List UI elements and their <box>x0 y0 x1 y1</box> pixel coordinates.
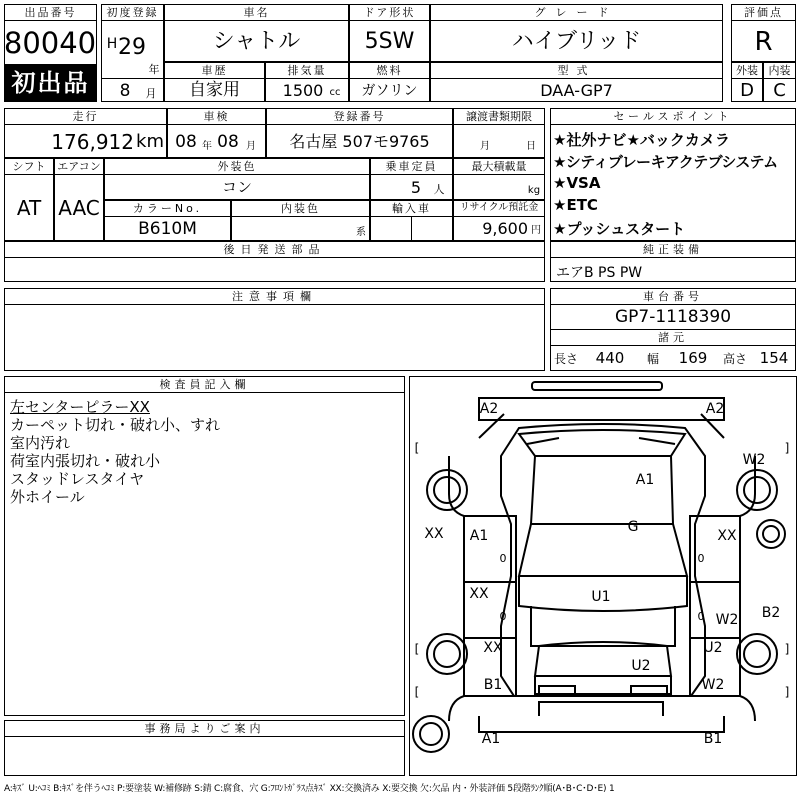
mark-rear-fender-left: B1 <box>483 677 503 693</box>
bracket-mark: ] <box>784 441 790 455</box>
score: R <box>754 27 773 57</box>
color-no: B610M <box>138 218 197 239</box>
sales-point-item: ★社外ナビ★バックカメラ <box>553 131 730 149</box>
mileage: 176,912 <box>51 130 134 154</box>
ext-color-label: 外装色 <box>217 159 257 173</box>
history-label: 車歴 <box>201 63 228 77</box>
transfer-month-unit: 月 <box>480 141 490 152</box>
mark-tailgate: U2 <box>631 658 651 674</box>
car-name-label: 車名 <box>243 5 270 19</box>
exterior-label: 外装 <box>736 63 758 77</box>
width-label: 幅 <box>646 352 659 366</box>
color-no-label: カラーNo. <box>132 201 203 215</box>
mark-front-door-left-panel: A1 <box>469 528 489 544</box>
mark-front-left: A2 <box>479 401 499 417</box>
sales-points-label: セールスポイント <box>613 109 733 123</box>
ac-label: エアコン <box>57 159 101 173</box>
door-type: 5SW <box>364 29 415 54</box>
bracket-mark: [ <box>414 685 420 699</box>
zero-mark: 0 <box>499 552 507 565</box>
displacement-label: 排気量 <box>287 63 327 77</box>
insp-month: 08 <box>217 131 239 152</box>
zero-mark: 0 <box>697 552 705 565</box>
max-load-unit: kg <box>527 185 541 196</box>
chassis-number: GP7-1118390 <box>614 306 732 327</box>
inspector-note: 荷室内張切れ・破れ小 <box>10 452 161 470</box>
reg-year: 29 <box>118 35 146 60</box>
length-value: 440 <box>595 348 625 367</box>
ac: AAC <box>58 196 100 220</box>
sales-point-item: ★プッシュスタート <box>553 220 686 238</box>
equipment-label: 純正装備 <box>643 242 703 256</box>
first-reg-label: 初度登録 <box>106 5 159 19</box>
mark-windshield: G <box>627 519 639 535</box>
mark-rear-fender-right: W2 <box>701 677 725 693</box>
transfer-day-unit: 日 <box>526 141 536 152</box>
year-unit: 年 <box>148 62 160 76</box>
capacity-unit: 人 <box>433 182 445 196</box>
shift: AT <box>16 196 42 220</box>
height-label: 高さ <box>722 352 747 366</box>
history: 自家用 <box>189 80 240 100</box>
grade-label: グレード <box>534 5 619 19</box>
bracket-mark: [ <box>414 441 420 455</box>
era: H <box>106 36 118 52</box>
max-load-label: 最大積載量 <box>471 159 527 173</box>
grade: ハイブリッド <box>511 29 642 54</box>
height-value: 154 <box>759 348 789 367</box>
lot-no: 80040 <box>3 25 97 60</box>
mark-rear-pillar-left: XX <box>483 640 503 656</box>
zero-mark: 0 <box>697 610 705 623</box>
interior-label: 内装 <box>768 63 791 77</box>
office-label: 事務局よりご案内 <box>144 721 265 735</box>
length-label: 長さ <box>553 352 578 366</box>
door-label: ドア形状 <box>363 5 416 19</box>
width-value: 169 <box>678 348 708 367</box>
sales-point-item: ★ETC <box>553 196 598 214</box>
model: DAA-GP7 <box>540 80 613 100</box>
exterior-grade: D <box>740 79 754 101</box>
mark-rear-right-side: B2 <box>761 605 781 621</box>
recycle-unit: 円 <box>531 225 541 236</box>
inspector-note: 左センターピラーXX <box>10 398 150 416</box>
insp-month-unit: 月 <box>246 141 256 152</box>
mark-hood: A1 <box>635 472 655 488</box>
mark-front-door-right: XX <box>717 528 737 544</box>
fuel-label: 燃料 <box>376 63 403 77</box>
mark-front-door-left-outer: XX <box>424 526 444 542</box>
capacity: 5 <box>410 178 422 197</box>
capacity-label: 乗車定員 <box>385 159 438 173</box>
interior-grade: C <box>773 79 786 101</box>
bracket-mark: ] <box>784 642 790 656</box>
month-unit: 月 <box>145 86 157 100</box>
shift-label: シフト <box>12 159 46 173</box>
lot-no-label: 出品番号 <box>24 5 77 19</box>
inspector-note: カーペット切れ・破れ小、すれ <box>10 416 221 434</box>
score-label: 評価点 <box>744 5 783 19</box>
chassis-label: 車台番号 <box>643 289 703 303</box>
sales-point-item: ★シティブレーキアクテブシステム <box>553 153 778 171</box>
recycle-label: リサイクル預託金 <box>459 202 539 213</box>
mark-rear-door-left: XX <box>469 586 489 602</box>
int-color-unit: 系 <box>356 227 366 238</box>
inspector-note: 外ホイール <box>10 488 85 506</box>
reg-month: 8 <box>119 80 131 101</box>
mark-rear-bumper-left: A1 <box>481 731 501 747</box>
mark-front-right: A2 <box>705 401 725 417</box>
model-label: 型式 <box>557 63 596 77</box>
zero-mark: 0 <box>499 610 507 623</box>
int-color-label: 内装色 <box>281 201 320 215</box>
mileage-unit: km <box>136 131 164 152</box>
equipment-value: エアB PS PW <box>556 265 643 281</box>
mark-rear-bumper-right: B1 <box>703 731 723 747</box>
insp-year: 08 <box>175 131 197 152</box>
dims-label: 諸元 <box>658 331 688 344</box>
displacement: 1500 <box>282 80 324 100</box>
reg-no-label: 登録番号 <box>333 109 386 123</box>
transfer-label: 譲渡書類期限 <box>466 109 532 123</box>
import-label: 輸入車 <box>392 201 431 215</box>
legend-text: A:ｷｽﾞ U:ﾍｺﾐ B:ｷｽﾞを伴うﾍｺﾐ P:要塗装 W:補修跡 S:錆 C:腐食、穴 G:ﾌﾛﾝﾄｶﾞﾗｽ点ｷｽﾞ XX:交換済み X:要交換 欠:欠品 内・外装評価 5段階ﾗﾝｸ順(A･B･C･D･E) 1 <box>4 784 615 794</box>
notes-label: 注意事項欄 <box>232 289 317 303</box>
mark-rear-quarter-right: U2 <box>703 640 723 656</box>
inspector-label: 検査員記入欄 <box>159 377 250 391</box>
car-damage-diagram <box>409 376 797 776</box>
recycle-amount: 9,600 <box>482 219 528 238</box>
inspector-note: スタッドレスタイヤ <box>10 470 145 488</box>
insp-year-unit: 年 <box>202 141 212 152</box>
bracket-mark: ] <box>784 685 790 699</box>
reg-no: 名古屋 507モ9765 <box>289 132 430 151</box>
inspection-label: 車検 <box>203 109 230 123</box>
mark-front-fender-right: W2 <box>742 452 766 468</box>
mark-roof: U1 <box>591 589 611 605</box>
first-listing-badge: 初出品 <box>5 64 96 101</box>
car-name: シャトル <box>212 29 301 54</box>
inspector-note: 室内汚れ <box>10 434 71 452</box>
bracket-mark: [ <box>414 642 420 656</box>
fuel: ガソリン <box>361 82 418 99</box>
ext-color: コン <box>221 178 252 196</box>
sales-point-item: ★VSA <box>553 174 601 192</box>
mark-rear-door-right: W2 <box>715 612 739 628</box>
mileage-label: 走行 <box>72 109 99 123</box>
later-parts-label: 後日発送部品 <box>223 242 326 256</box>
displacement-unit: cc <box>329 87 341 98</box>
